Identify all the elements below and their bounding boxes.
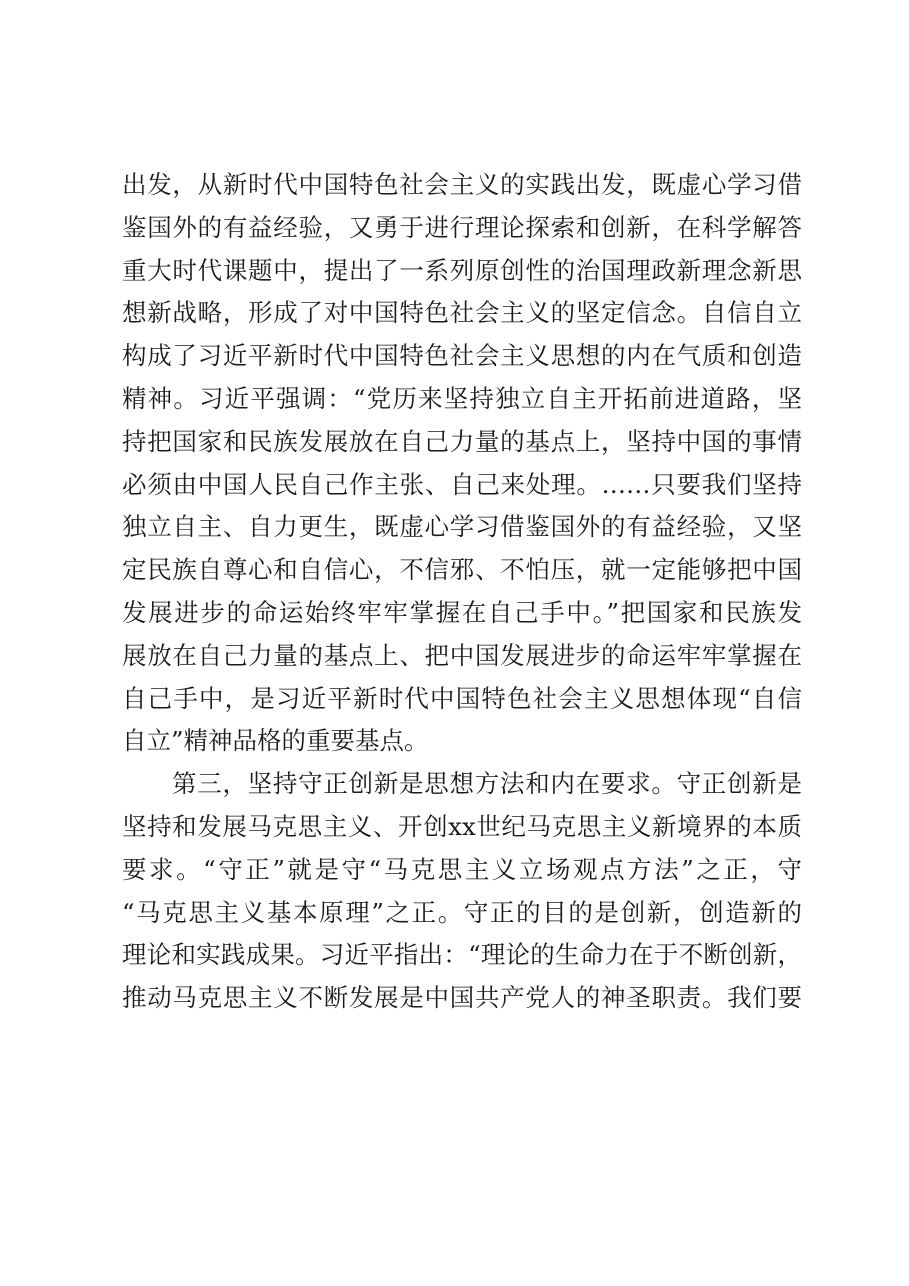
paragraph-2 [122, 763, 802, 1020]
text-line: 自立”精神品格的重要基点。 [122, 726, 429, 756]
text-line: 构成了习近平新时代中国特色社会主义思想的内在气质和创造 [122, 341, 802, 371]
text-line: 必须由中国人民自己作主张、自己来处理。……只要我们坚持 [122, 469, 802, 499]
text-line: 出发，从新时代中国特色社会主义的实践出发，既虚心学习借 [122, 170, 802, 199]
text-line: 持把国家和民族发展放在自己力量的基点上，坚持中国的事情 [122, 426, 802, 456]
text-line: “马克思主义基本原理”之正。守正的目的是创新，创造新的 [122, 897, 802, 927]
text-line: 鉴国外的有益经验，又勇于进行理论探索和创新，在科学解答 [122, 212, 802, 242]
text-line: 推动马克思主义不断发展是中国共产党人的神圣职责。我们要 [122, 983, 802, 1013]
text-line: 独立自主、自力更生，既虚心学习借鉴国外的有益经验，又坚 [122, 512, 802, 542]
text-line: 发展进步的命运始终牢牢掌握在自己手中。”把国家和民族发 [122, 597, 802, 627]
text-line: 自己手中，是习近平新时代中国特色社会主义思想体现“自信 [122, 683, 802, 713]
text-line: 第三，坚持守正创新是思想方法和内在要求。守正创新是 [172, 769, 802, 799]
text-line: 理论和实践成果。习近平指出：“理论的生命力在于不断创新， [122, 940, 802, 970]
text-line: 重大时代课题中，提出了一系列原创性的治国理政新理念新思 [122, 255, 802, 285]
text-line: 坚持和发展马克思主义、开创xx世纪马克思主义新境界的本质 [122, 811, 802, 841]
text-line: 要求。“守正”就是守“马克思主义立场观点方法”之正，守 [122, 854, 802, 884]
text-line: 精神。习近平强调：“党历来坚持独立自主开拓前进道路，坚 [122, 383, 802, 413]
document-body [122, 164, 802, 1020]
paragraph-1 [122, 164, 802, 763]
text-line: 定民族自尊心和自信心，不信邪、不怕压，就一定能够把中国 [122, 555, 802, 585]
text-line: 展放在自己力量的基点上、把中国发展进步的命运牢牢掌握在 [122, 640, 802, 670]
text-line: 想新战略，形成了对中国特色社会主义的坚定信念。自信自立 [122, 298, 802, 328]
